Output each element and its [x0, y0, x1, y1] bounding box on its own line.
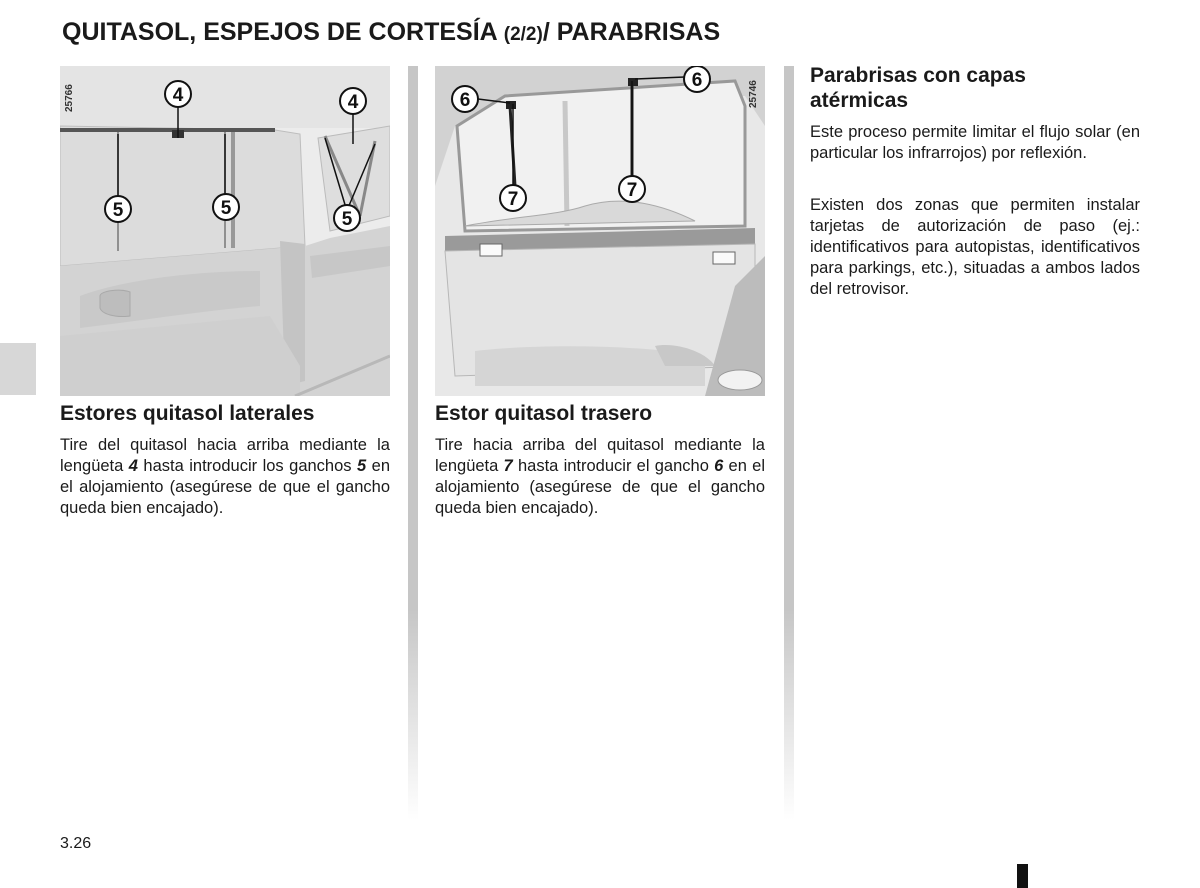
paragraph-windscreen-1: Este proceso permite limitar el flujo solar (en particular los infrarrojos) por reflexión. — [810, 123, 1140, 162]
paragraph-side-sunblinds — [60, 435, 390, 519]
figure-code: 25746 — [748, 80, 759, 108]
callout-4a — [165, 81, 191, 107]
callout-7b — [619, 176, 645, 202]
heading-windscreen: Parabrisas con capas atérmicas — [810, 64, 1026, 112]
heading-rear-sunblind: Estor quitasol trasero — [435, 402, 653, 425]
chapter-tab — [0, 343, 36, 395]
text-run: Tire hacia arriba del quitasol mediante la lengüeta — [435, 436, 765, 475]
callout-label: 6 — [691, 70, 703, 91]
callout-6a — [452, 86, 478, 112]
ref-hooks: 5 — [357, 457, 367, 475]
callout-6b — [684, 66, 710, 92]
callout-label: 7 — [626, 180, 638, 201]
corner-mark — [1017, 864, 1028, 888]
callout-label: 5 — [112, 200, 124, 221]
text-run: Tire del quitasol hacia arriba mediante la lengüeta — [60, 436, 390, 475]
text-run: en el alojamiento (asegúrese de que el gancho queda bien encajado). — [435, 457, 765, 517]
callout-4b — [340, 88, 366, 114]
paragraph-windscreen-2: Existen dos zonas que permiten instalar tarjetas de autorización de paso (ej.: identificativos para autopistas, identificativos para parkings, etc.), situadas a ambos lados del retrovisor. — [810, 196, 1140, 298]
paragraph-rear-sunblind — [435, 435, 765, 519]
page-title-part: (2/2) — [503, 24, 543, 45]
page-title — [62, 18, 720, 47]
callout-label: 5 — [220, 198, 232, 219]
callout-5a — [105, 196, 131, 222]
ref-hook: 6 — [714, 457, 724, 475]
ref-tab: 4 — [128, 457, 138, 475]
ref-tab: 7 — [503, 457, 513, 475]
column-divider — [784, 66, 794, 820]
figure-rear-sunblind — [435, 66, 765, 396]
text-run: hasta introducir los ganchos — [137, 457, 357, 475]
callout-label: 4 — [347, 92, 359, 113]
text-run: en el alojamiento (asegúrese de que el gancho queda bien encajado). — [60, 457, 391, 517]
page-title-main: QUITASOL, ESPEJOS DE CORTESÍA — [62, 18, 504, 46]
callout-label: 4 — [172, 85, 184, 106]
figure-code: 25766 — [64, 84, 75, 112]
page-number: 3.26 — [60, 835, 92, 852]
callout-label: 6 — [459, 90, 471, 111]
callout-label: 7 — [507, 189, 519, 210]
page-title-end: / PARABRISAS — [542, 18, 721, 46]
heading-side-sunblinds: Estores quitasol laterales — [60, 402, 315, 425]
callout-label: 5 — [341, 209, 353, 230]
column-divider — [408, 66, 418, 820]
callout-5b — [213, 194, 239, 220]
text-run: hasta introducir el gancho — [512, 457, 715, 475]
figure-side-sunblinds — [60, 66, 390, 396]
callout-5c — [334, 205, 360, 231]
callout-7a — [500, 185, 526, 211]
